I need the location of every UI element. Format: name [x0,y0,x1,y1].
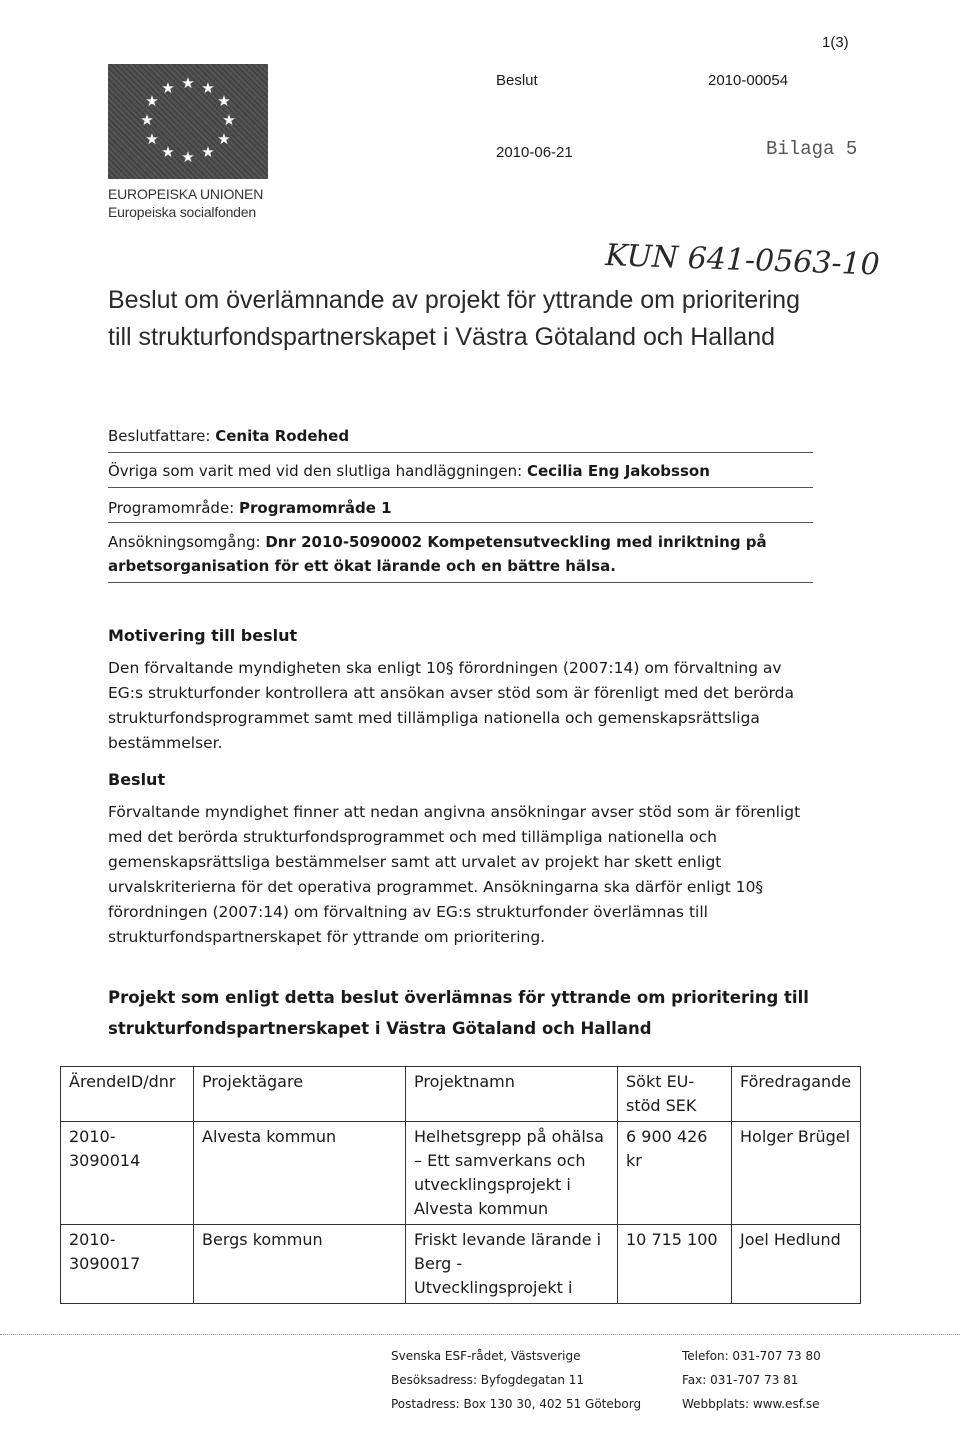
svg-text:★: ★ [217,130,231,148]
beslut-heading: Beslut [108,770,166,789]
motivering-heading: Motivering till beslut [108,626,298,645]
table-cell: Holger Brügel [732,1122,861,1225]
ansokningsomgang-row [108,530,818,578]
footer-org: Svenska ESF-rådet, Västsverige [391,1349,581,1363]
document-date: 2010-06-21 [496,144,573,161]
svg-text:★: ★ [222,111,236,129]
table-cell: Helhetsgrepp på ohälsa – Ett samverkans och utvecklingsprojekt i Alvesta kommun [406,1122,618,1225]
programomrade-value: Programområde 1 [239,499,392,517]
motivering-text: Den förvaltande myndigheten ska enligt 10§ förordningen (2007:14) om förvaltning av EG:s strukturfonder kontrollera att ansökan avser stöd som är förenligt med det berörda strukturfondsprogrammet samt med tillämpliga nationella och gemenskapsrättsliga bestämmelser. [108,659,795,752]
svg-text:★: ★ [217,92,231,110]
eu-org-line2: Europeiska socialfonden [108,204,256,220]
svg-text:★: ★ [161,79,175,97]
svg-text:★: ★ [181,148,195,166]
svg-text:★: ★ [201,143,215,161]
document-type: Beslut [496,72,538,89]
page-number: 1(3) [822,34,849,51]
projects-heading: Projekt som enligt detta beslut överlämnas för yttrande om prioritering till strukturfondspartnerskapet i Västra Götaland och Halland [108,988,809,1038]
column-header: ÄrendeID/dnr [61,1067,194,1122]
page-title: Beslut om överlämnande av projekt för yttrande om prioritering till strukturfondspartnerskapet i Västra Götaland och Halland [108,286,800,351]
footer-website: Webbplats: www.esf.se [682,1397,820,1411]
ansokningsomgang-label: Ansökningsomgång: [108,533,266,551]
beslut-text: Förvaltande myndighet finner att nedan angivna ansökningar avser stöd som är förenligt med det berörda strukturfondsprogrammet och med tillämpliga nationella och gemenskapsrättsliga bestämmelser samt att urvalet av projekt har skett enligt urvalskriterierna för det operativa programmet. Ansökningarna ska därför enligt 10§ förordningen (2007:14) om förvaltning av EG:s strukturfonder överlämnas till strukturfondspartnerskapet för yttrande om prioritering. [108,803,801,946]
table-header-row [61,1067,861,1122]
footer-divider [0,1334,960,1335]
ovriga-label: Övriga som varit med vid den slutliga handläggningen: [108,462,527,480]
programomrade-label: Programområde: [108,499,240,517]
table-cell: 6 900 426 kr [618,1122,732,1225]
ovriga-row [108,459,818,483]
beslutfattare-value: Cenita Rodehed [215,427,350,445]
table-cell: Joel Hedlund [732,1225,861,1304]
eu-org-line1: EUROPEISKA UNIONEN [108,186,264,202]
table-cell: 10 715 100 [618,1225,732,1304]
divider [108,582,813,583]
divider [108,452,813,453]
divider [108,487,813,488]
svg-text:★: ★ [201,79,215,97]
column-header: Projektägare [194,1067,406,1122]
document-number: 2010-00054 [708,72,789,89]
column-header: Sökt EU-stöd SEK [618,1067,732,1122]
divider [108,522,813,523]
ovriga-value: Cecilia Eng Jakobsson [527,462,710,480]
svg-text:★: ★ [140,111,154,129]
svg-text:★: ★ [181,74,195,92]
beslutfattare-label: Beslutfattare: [108,427,216,445]
column-header: Föredragande [732,1067,861,1122]
attachment-label: Bilaga 5 [766,138,858,160]
table-cell: Friskt levande lärande i Berg - Utvecklingsprojekt i [406,1225,618,1304]
footer-postal-address: Postadress: Box 130 30, 402 51 Göteborg [391,1397,642,1411]
column-header: Projektnamn [406,1067,618,1122]
eu-flag-icon [108,64,268,179]
table-cell: 2010-3090014 [61,1122,194,1225]
footer-visit-address: Besöksadress: Byfogdegatan 11 [391,1373,585,1387]
table-cell: 2010-3090017 [61,1225,194,1304]
table-row [61,1122,861,1225]
footer-fax: Fax: 031-707 73 81 [682,1373,799,1387]
svg-text:★: ★ [145,92,159,110]
table-cell: Alvesta kommun [194,1122,406,1225]
handwritten-reference: KUN 641-0563-10 [604,238,881,283]
beslutfattare-row [108,424,818,448]
table-cell: Bergs kommun [194,1225,406,1304]
svg-text:★: ★ [145,130,159,148]
svg-text:★: ★ [161,143,175,161]
footer-phone: Telefon: 031-707 73 80 [682,1349,821,1363]
ansokningsomgang-value: Dnr 2010-5090002 Kompetensutveckling med inriktning på arbetsorganisation för ett ökat lärande och en bättre hälsa. [108,533,767,575]
table-row [61,1225,861,1304]
programomrade-row [108,496,818,520]
projects-table [60,1066,861,1304]
